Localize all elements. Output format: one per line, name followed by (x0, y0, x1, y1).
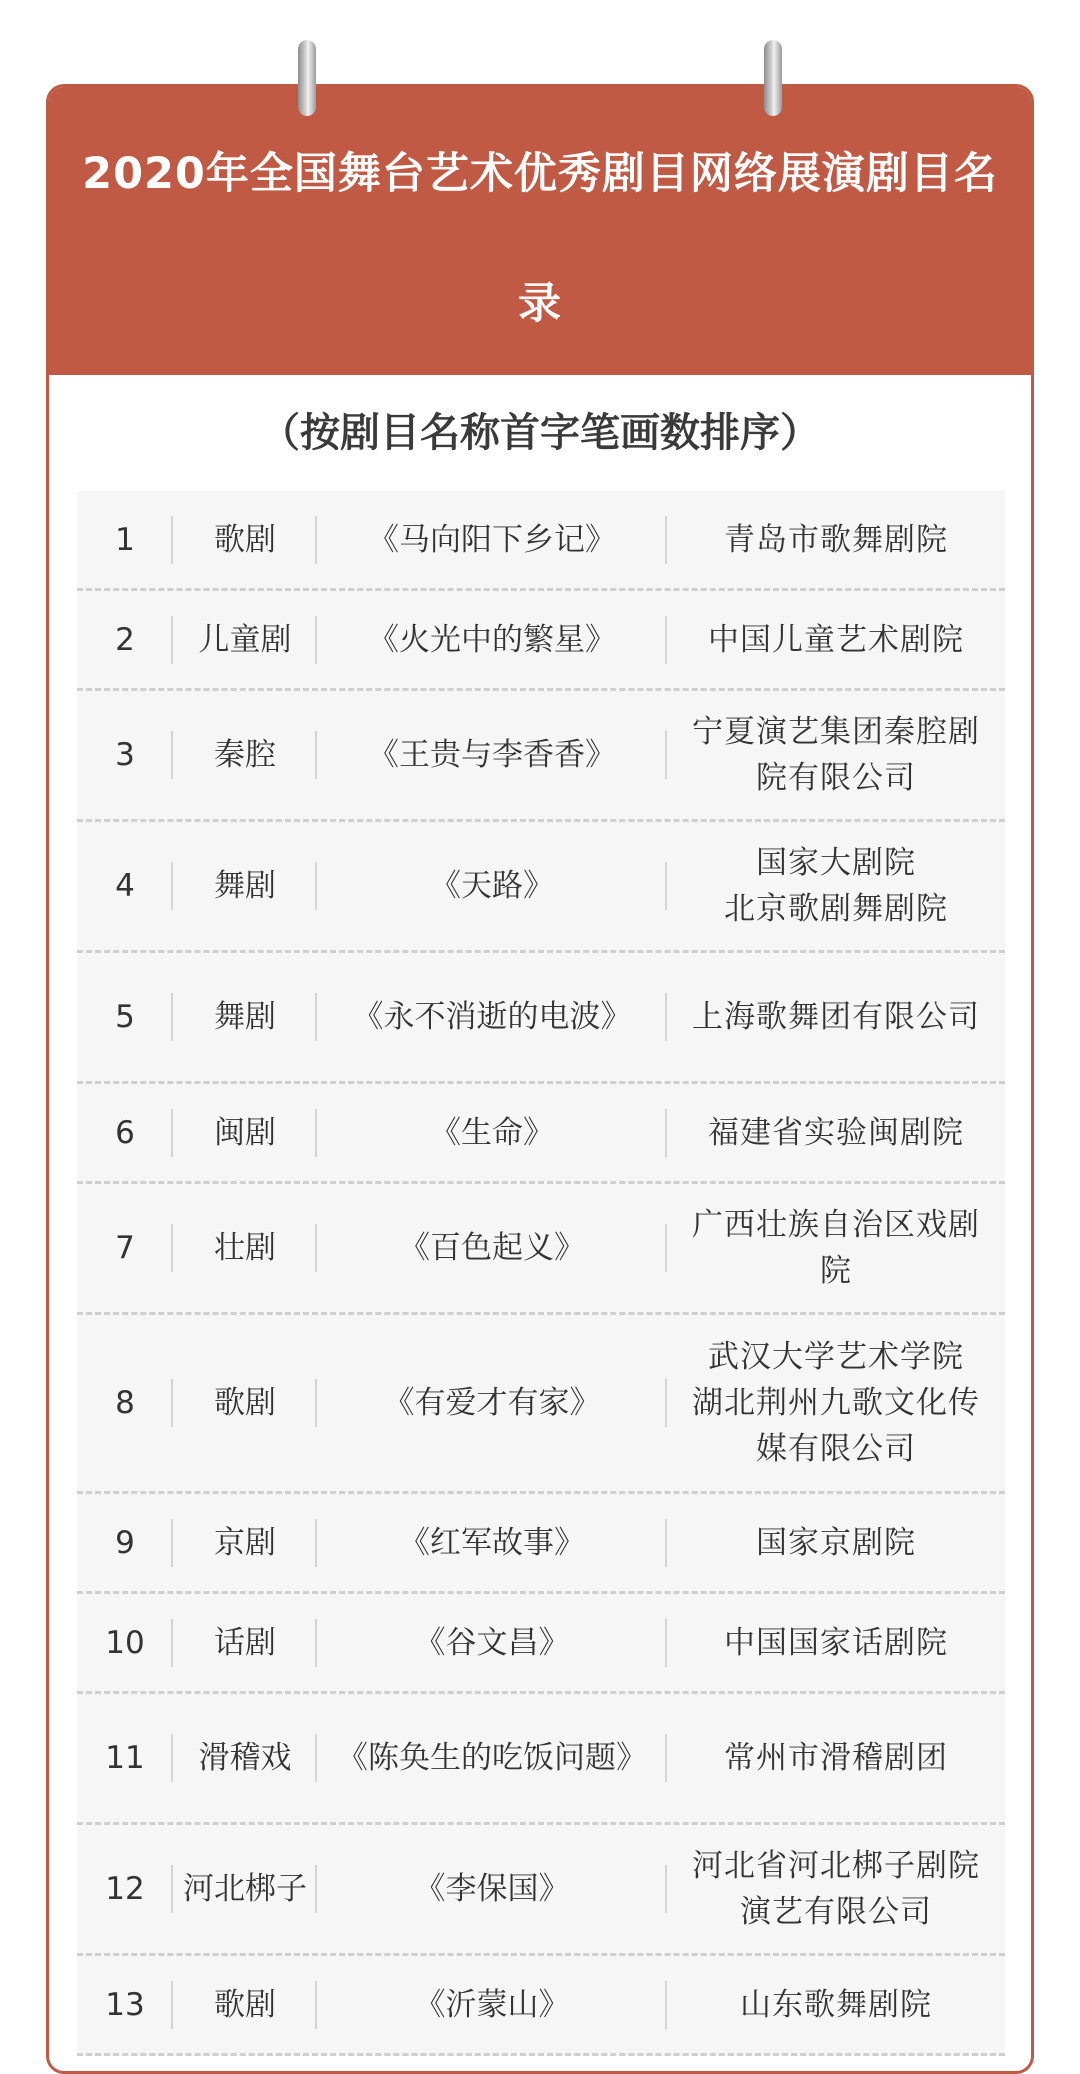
table-row (77, 822, 1005, 953)
table-row (77, 691, 1005, 822)
company: 福建省实验闽剧院 (708, 1114, 964, 1151)
play-title: 《生命》 (317, 1084, 667, 1181)
table-row (77, 1694, 1005, 1825)
row-number: 12 (77, 1825, 173, 1953)
company: 河北省河北梆子剧院演艺有限公司 (692, 1848, 980, 1930)
binder-pin-left (298, 40, 316, 116)
company: 中国儿童艺术剧院 (708, 621, 964, 658)
sort-note: （按剧目名称首字笔画数排序） (260, 410, 820, 456)
row-number: 10 (77, 1594, 173, 1691)
table-row (77, 1084, 1005, 1184)
genre: 儿童剧 (173, 591, 317, 688)
row-number: 2 (77, 591, 173, 688)
row-number: 1 (77, 491, 173, 588)
table-row (77, 1184, 1005, 1315)
genre: 闽剧 (173, 1084, 317, 1181)
company: 常州市滑稽剧团 (724, 1740, 948, 1776)
genre: 京剧 (173, 1494, 317, 1591)
company: 上海歌舞团有限公司 (692, 999, 980, 1035)
company: 宁夏演艺集团秦腔剧院有限公司 (692, 714, 980, 796)
row-number: 3 (77, 691, 173, 819)
genre: 歌剧 (173, 1315, 317, 1491)
company: 青岛市歌舞剧院 (724, 521, 948, 558)
play-title: 《谷文昌》 (317, 1594, 667, 1691)
list-card (46, 84, 1034, 2074)
play-title: 《百色起义》 (317, 1184, 667, 1312)
row-number: 8 (77, 1315, 173, 1491)
table-row (77, 1594, 1005, 1694)
row-number: 9 (77, 1494, 173, 1591)
play-title: 《王贵与李香香》 (317, 691, 667, 819)
binder-pin-right (764, 40, 782, 116)
table-row (77, 1494, 1005, 1594)
repertoire-table (77, 491, 1005, 2056)
row-number: 5 (77, 953, 173, 1081)
play-title: 《天路》 (317, 822, 667, 950)
company: 中国国家话剧院 (724, 1624, 948, 1661)
table-row (77, 491, 1005, 591)
table-row (77, 591, 1005, 691)
play-title: 《火光中的繁星》 (317, 591, 667, 688)
company: 武汉大学艺术学院 湖北荆州九歌文化传媒有限公司 (692, 1339, 980, 1467)
row-number: 6 (77, 1084, 173, 1181)
play-title: 《马向阳下乡记》 (317, 491, 667, 588)
table-row (77, 1825, 1005, 1956)
play-title: 《永不消逝的电波》 (317, 953, 667, 1081)
company: 国家京剧院 (756, 1524, 916, 1561)
genre: 话剧 (173, 1594, 317, 1691)
play-title: 《陈奂生的吃饭问题》 (317, 1694, 667, 1822)
play-title: 《红军故事》 (317, 1494, 667, 1591)
genre: 秦腔 (173, 691, 317, 819)
row-number: 11 (77, 1694, 173, 1822)
genre: 河北梆子 (173, 1825, 317, 1953)
company: 广西壮族自治区戏剧院 (692, 1207, 980, 1289)
card-header (49, 87, 1031, 375)
company: 国家大剧院 北京歌剧舞剧院 (724, 845, 948, 927)
table-row (77, 1956, 1005, 2056)
play-title: 《沂蒙山》 (317, 1956, 667, 2053)
genre: 歌剧 (173, 491, 317, 588)
genre: 歌剧 (173, 1956, 317, 2053)
row-number: 13 (77, 1956, 173, 2053)
genre: 滑稽戏 (173, 1694, 317, 1822)
table-row (77, 1315, 1005, 1494)
row-number: 4 (77, 822, 173, 950)
genre: 壮剧 (173, 1184, 317, 1312)
play-title: 《有爱才有家》 (317, 1315, 667, 1491)
table-row (77, 953, 1005, 1084)
page-title: 2020年全国舞台艺术优秀剧目网络展演剧目名录 (82, 149, 998, 329)
genre: 舞剧 (173, 822, 317, 950)
company: 山东歌舞剧院 (740, 1986, 932, 2023)
row-number: 7 (77, 1184, 173, 1312)
play-title: 《李保国》 (317, 1825, 667, 1953)
genre: 舞剧 (173, 953, 317, 1081)
